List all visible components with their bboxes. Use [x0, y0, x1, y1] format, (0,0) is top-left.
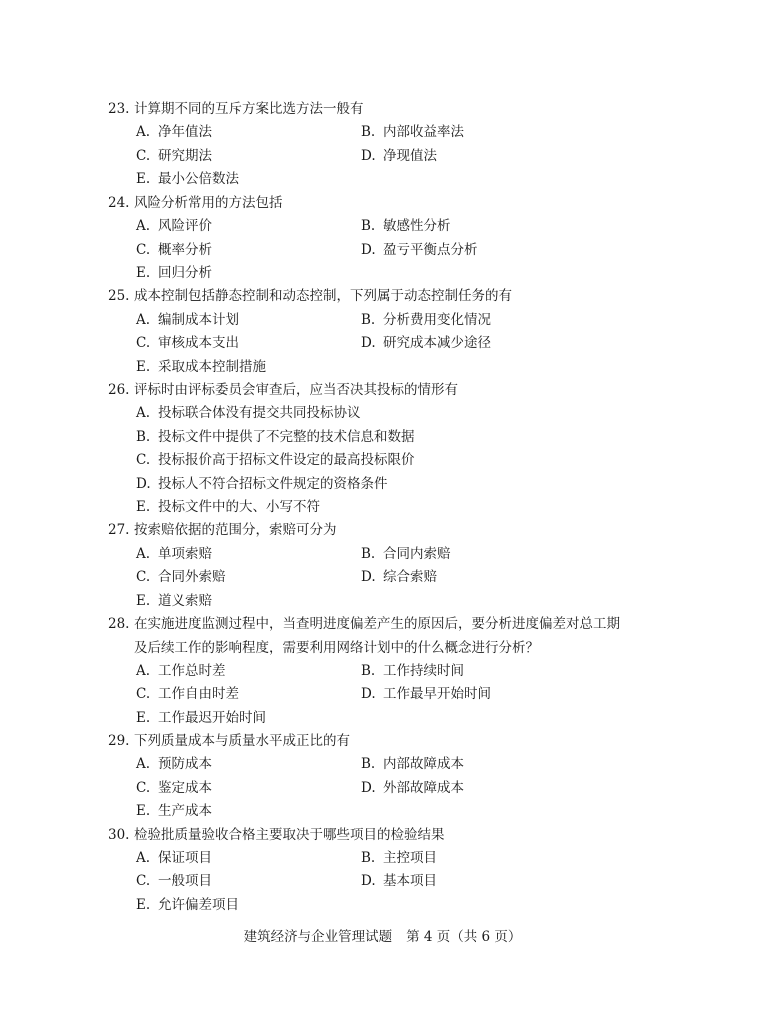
- question-number: 30.: [108, 827, 130, 843]
- option-label: A.: [136, 663, 151, 679]
- option-text: 审核成本支出: [158, 335, 239, 351]
- option-text: 允许偏差项目: [158, 897, 239, 913]
- option-text: 一般项目: [158, 873, 212, 889]
- option-27-b: [361, 543, 451, 567]
- option-label: A.: [136, 405, 151, 421]
- option-label: D.: [361, 242, 376, 258]
- option-label: E.: [136, 499, 151, 515]
- option-label: B.: [136, 429, 151, 445]
- option-label: B.: [361, 663, 376, 679]
- option-text: 工作最早开始时间: [383, 686, 491, 702]
- question-23: [108, 98, 364, 122]
- option-text: 风险评价: [158, 218, 212, 234]
- exam-title: 建筑经济与企业管理试题: [243, 929, 393, 945]
- option-25-c: [136, 332, 239, 356]
- option-text: 投标报价高于招标文件设定的最高投标限价: [158, 452, 415, 468]
- option-label: A.: [136, 218, 151, 234]
- option-text: 主控项目: [383, 850, 437, 866]
- option-28-d: [361, 683, 491, 707]
- option-label: A.: [136, 756, 151, 772]
- option-30-e: [136, 894, 239, 918]
- option-label: E.: [136, 897, 151, 913]
- question-26: [108, 379, 458, 403]
- option-label: A.: [136, 546, 151, 562]
- option-text: 概率分析: [158, 242, 212, 258]
- option-29-d: [361, 777, 464, 801]
- option-23-a: [136, 121, 212, 145]
- question-number: 27.: [108, 522, 130, 538]
- option-label: D.: [361, 569, 376, 585]
- option-text: 最小公倍数法: [158, 171, 239, 187]
- option-label: C.: [136, 452, 151, 468]
- option-text: 合同内索赔: [383, 546, 451, 562]
- option-label: C.: [136, 242, 151, 258]
- option-label: C.: [136, 873, 151, 889]
- option-text: 工作总时差: [158, 663, 226, 679]
- option-26-a: [136, 402, 361, 426]
- question-stem: 评标时由评标委员会审查后，应当否决其投标的情形有: [134, 382, 458, 398]
- question-stem: 风险分析常用的方法包括: [134, 195, 283, 211]
- option-25-d: [361, 332, 491, 356]
- question-30: [108, 824, 445, 848]
- option-text: 预防成本: [158, 756, 212, 772]
- question-28: [108, 613, 620, 660]
- option-24-a: [136, 215, 212, 239]
- option-23-c: [136, 145, 212, 169]
- question-number: 26.: [108, 382, 130, 398]
- option-text: 研究期法: [158, 148, 212, 164]
- option-label: A.: [136, 850, 151, 866]
- option-label: D.: [361, 686, 376, 702]
- option-27-c: [136, 566, 226, 590]
- question-27: [108, 519, 337, 543]
- option-23-b: [361, 121, 464, 145]
- question-number: 25.: [108, 288, 130, 304]
- question-number: 24.: [108, 195, 130, 211]
- option-label: D.: [136, 476, 151, 492]
- option-text: 研究成本减少途径: [383, 335, 491, 351]
- question-stem: 在实施进度监测过程中，当查明进度偏差产生的原因后，要分析进度偏差对总工期: [134, 616, 620, 632]
- question-number: 23.: [108, 101, 130, 117]
- option-24-d: [361, 239, 478, 263]
- option-label: E.: [136, 171, 151, 187]
- option-text: 内部故障成本: [383, 756, 464, 772]
- question-stem: 按索赔依据的范围分，索赔可分为: [134, 522, 337, 538]
- option-label: E.: [136, 593, 151, 609]
- option-29-b: [361, 753, 464, 777]
- option-text: 净年值法: [158, 124, 212, 140]
- option-label: B.: [361, 312, 376, 328]
- option-30-a: [136, 847, 212, 871]
- question-number: 28.: [108, 616, 130, 632]
- option-28-b: [361, 660, 464, 684]
- option-text: 盈亏平衡点分析: [383, 242, 478, 258]
- option-28-e: [136, 707, 266, 731]
- option-label: C.: [136, 686, 151, 702]
- option-29-c: [136, 777, 212, 801]
- option-label: C.: [136, 148, 151, 164]
- option-text: 净现值法: [383, 148, 437, 164]
- option-label: B.: [361, 218, 376, 234]
- option-label: B.: [361, 756, 376, 772]
- option-29-a: [136, 753, 212, 777]
- option-text: 编制成本计划: [158, 312, 239, 328]
- option-text: 内部收益率法: [383, 124, 464, 140]
- option-27-e: [136, 590, 212, 614]
- option-30-b: [361, 847, 437, 871]
- option-label: B.: [361, 546, 376, 562]
- page-footer: [0, 926, 765, 948]
- option-label: C.: [136, 569, 151, 585]
- option-label: E.: [136, 710, 151, 726]
- question-24: [108, 192, 283, 216]
- option-28-a: [136, 660, 226, 684]
- option-text: 投标文件中提供了不完整的技术信息和数据: [158, 429, 415, 445]
- option-25-b: [361, 309, 491, 333]
- option-27-a: [136, 543, 212, 567]
- option-label: E.: [136, 359, 151, 375]
- option-text: 回归分析: [158, 265, 212, 281]
- question-stem: 下列质量成本与质量水平成正比的有: [134, 733, 350, 749]
- option-text: 投标人不符合招标文件规定的资格条件: [158, 476, 388, 492]
- option-27-d: [361, 566, 437, 590]
- question-stem-continued: 及后续工作的影响程度，需要利用网络计划中的什么概念进行分析？: [134, 639, 539, 656]
- option-text: 综合索赔: [383, 569, 437, 585]
- option-23-e: [136, 168, 239, 192]
- option-label: D.: [361, 873, 376, 889]
- option-text: 生产成本: [158, 803, 212, 819]
- option-24-c: [136, 239, 212, 263]
- option-text: 保证项目: [158, 850, 212, 866]
- option-text: 工作自由时差: [158, 686, 239, 702]
- option-30-d: [361, 870, 437, 894]
- option-label: C.: [136, 335, 151, 351]
- question-stem: 成本控制包括静态控制和动态控制，下列属于动态控制任务的有: [134, 288, 512, 304]
- option-26-b: [136, 426, 415, 450]
- option-label: D.: [361, 780, 376, 796]
- option-text: 合同外索赔: [158, 569, 226, 585]
- option-label: A.: [136, 312, 151, 328]
- option-text: 敏感性分析: [383, 218, 451, 234]
- option-26-c: [136, 449, 415, 473]
- question-29: [108, 730, 350, 754]
- option-label: A.: [136, 124, 151, 140]
- option-26-e: [136, 496, 320, 520]
- option-text: 投标文件中的大、小写不符: [158, 499, 320, 515]
- page-number: 第 4 页（共 6 页）: [406, 929, 522, 945]
- question-stem: 计算期不同的互斥方案比选方法一般有: [134, 101, 364, 117]
- option-29-e: [136, 800, 212, 824]
- option-24-e: [136, 262, 212, 286]
- option-30-c: [136, 870, 212, 894]
- question-stem: 检验批质量验收合格主要取决于哪些项目的检验结果: [134, 827, 445, 843]
- option-text: 单项索赔: [158, 546, 212, 562]
- option-text: 外部故障成本: [383, 780, 464, 796]
- option-label: B.: [361, 124, 376, 140]
- option-text: 基本项目: [383, 873, 437, 889]
- option-text: 鉴定成本: [158, 780, 212, 796]
- option-label: E.: [136, 265, 151, 281]
- option-text: 工作持续时间: [383, 663, 464, 679]
- option-text: 采取成本控制措施: [158, 359, 266, 375]
- option-26-d: [136, 473, 388, 497]
- option-label: E.: [136, 803, 151, 819]
- option-label: C.: [136, 780, 151, 796]
- option-23-d: [361, 145, 437, 169]
- question-number: 29.: [108, 733, 130, 749]
- option-label: B.: [361, 850, 376, 866]
- option-text: 投标联合体没有提交共同投标协议: [158, 405, 361, 421]
- option-28-c: [136, 683, 239, 707]
- option-25-e: [136, 356, 266, 380]
- option-24-b: [361, 215, 451, 239]
- option-25-a: [136, 309, 239, 333]
- option-text: 工作最迟开始时间: [158, 710, 266, 726]
- option-label: D.: [361, 335, 376, 351]
- option-text: 道义索赔: [158, 593, 212, 609]
- option-label: D.: [361, 148, 376, 164]
- question-25: [108, 285, 512, 309]
- option-text: 分析费用变化情况: [383, 312, 491, 328]
